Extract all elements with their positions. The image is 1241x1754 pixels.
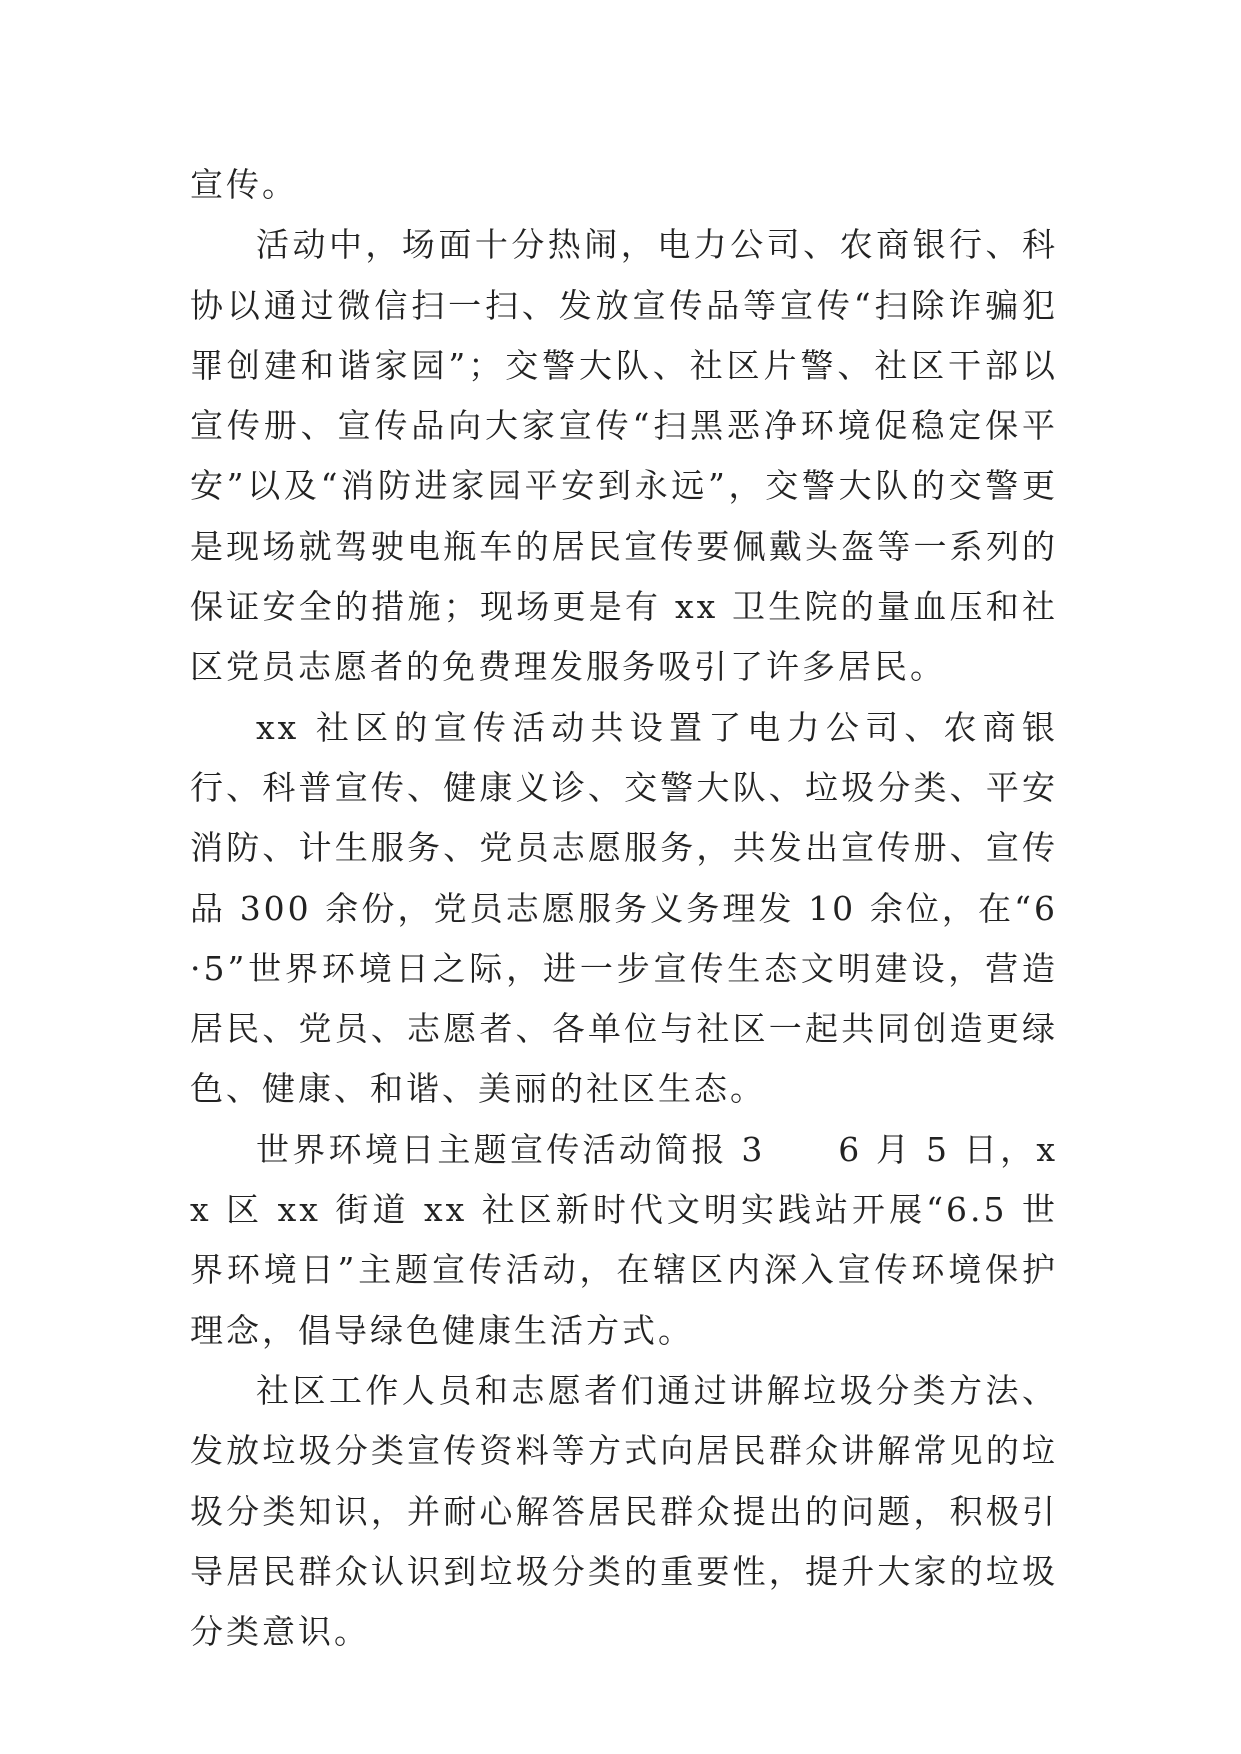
paragraph-briefing-3: 世界环境日主题宣传活动简报 3 6 月 5 日，xx 区 xx 街道 xx 社区新时代文明实践站开展“6.5 世界环境日”主题宣传活动，在辖区内深入宣传环境保护理念，倡导绿色健康生活方式。 [190, 1129, 1058, 1350]
paragraph-continuation: 宣传。 [190, 165, 298, 204]
paragraph-activity-summary: xx 社区的宣传活动共设置了电力公司、农商银行、科普宣传、健康义诊、交警大队、垃圾分类、平安消防、计生服务、党员志愿服务，共发出宣传册、宣传品 300 余份，党员志愿服务义务理发 10 余位，在“6·5”世界环境日之际，进一步宣传生态文明建设，营造居民、党员、志愿者、各单位与社区一起共同创造更绿色、健康、和谐、美丽的社区生态。 [190, 707, 1058, 1109]
paragraph-waste-sorting: 社区工作人员和志愿者们通过讲解垃圾分类方法、发放垃圾分类宣传资料等方式向居民群众讲解常见的垃圾分类知识，并耐心解答居民群众提出的问题，积极引导居民群众认识到垃圾分类的重要性，提升大家的垃圾分类意识。 [190, 1370, 1058, 1652]
document-body [190, 155, 1058, 1662]
paragraph-activity-scene: 活动中，场面十分热闹，电力公司、农商银行、科协以通过微信扫一扫、发放宣传品等宣传“扫除诈骗犯罪创建和谐家园”；交警大队、社区片警、社区干部以宣传册、宣传品向大家宣传“扫黑恶净环境促稳定保平安”以及“消防进家园平安到永远”，交警大队的交警更是现场就驾驶电瓶车的居民宣传要佩戴头盔等一系列的保证安全的措施；现场更是有 xx 卫生院的量血压和社区党员志愿者的免费理发服务吸引了许多居民。 [190, 225, 1058, 687]
